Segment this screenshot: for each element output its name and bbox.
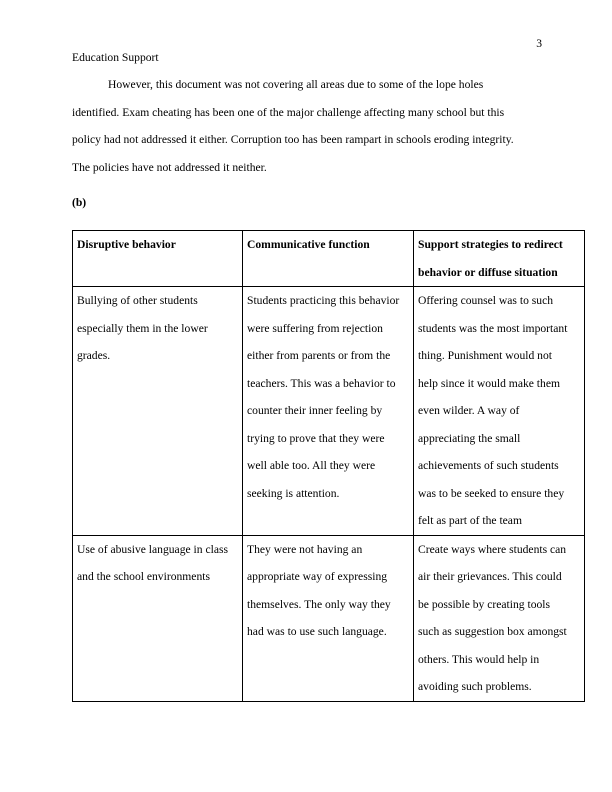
cell-line: especially them in the lower xyxy=(77,321,208,335)
cell-line: seeking is attention. xyxy=(247,486,340,500)
header-line: behavior or diffuse situation xyxy=(418,265,558,279)
cell-line: either from parents or from the xyxy=(247,349,391,362)
header-disruptive-behavior xyxy=(73,231,243,287)
cell-line: Create ways where students can xyxy=(418,542,567,556)
cell-communicative-function xyxy=(243,535,414,701)
paragraph-line: policy had not addressed it either. Corruption too has been rampart in schools eroding integrity. xyxy=(72,133,514,146)
cell-line: trying to prove that they were xyxy=(247,431,385,445)
section-label: (b) xyxy=(72,196,87,209)
cell-line: Use of abusive language in class xyxy=(77,542,228,556)
cell-line: be possible by creating tools xyxy=(418,597,551,611)
paragraph-line: However, this document was not covering all areas due to some of the lope holes xyxy=(108,78,484,91)
cell-line: counter their inner feeling by xyxy=(247,404,383,417)
body-paragraph xyxy=(72,71,542,181)
header-line: Support strategies to redirect xyxy=(418,238,563,251)
cell-line: such as suggestion box amongst xyxy=(418,625,567,638)
cell-line: achievements of such students xyxy=(418,459,559,472)
cell-line: appropriate way of expressing xyxy=(247,570,388,583)
paragraph-line: The policies have not addressed it neither. xyxy=(72,160,267,174)
table-row xyxy=(73,535,585,701)
cell-line: students was the most important xyxy=(418,321,568,335)
paragraph-line: identified. Exam cheating has been one of the major challenge affecting many school but this xyxy=(72,105,505,119)
cell-line: was to be seeked to ensure they xyxy=(418,486,565,500)
cell-line: themselves. The only way they xyxy=(247,597,391,611)
cell-line: Bullying of other students xyxy=(77,294,198,307)
header-line: Communicative function xyxy=(247,238,370,251)
cell-line: They were not having an xyxy=(247,542,363,556)
cell-line: thing. Punishment would not xyxy=(418,349,552,362)
cell-line: and the school environments xyxy=(77,570,210,583)
cell-disruptive-behavior xyxy=(73,535,243,701)
cell-disruptive-behavior xyxy=(73,287,243,536)
running-head: Education Support xyxy=(72,51,159,64)
cell-support-strategy xyxy=(414,287,585,536)
header-communicative-function xyxy=(243,231,414,287)
cell-line: had was to use such language. xyxy=(247,625,387,638)
cell-line: Students practicing this behavior xyxy=(247,294,400,307)
cell-line: teachers. This was a behavior to xyxy=(247,376,396,390)
cell-line: even wilder. A way of xyxy=(418,404,520,417)
cell-line: avoiding such problems. xyxy=(418,680,532,693)
cell-line: were suffering from rejection xyxy=(247,321,383,335)
header-support-strategies xyxy=(414,231,585,287)
header-line: Disruptive behavior xyxy=(77,238,176,251)
cell-line: Offering counsel was to such xyxy=(418,294,554,307)
cell-line: felt as part of the team xyxy=(418,514,522,527)
table-header-row xyxy=(73,231,585,287)
cell-communicative-function xyxy=(243,287,414,536)
cell-line: appreciating the small xyxy=(418,431,521,445)
cell-line: well able too. All they were xyxy=(247,459,376,472)
cell-line: grades. xyxy=(77,349,111,362)
behavior-support-table xyxy=(72,230,585,702)
cell-line: help since it would make them xyxy=(418,376,560,390)
cell-support-strategy xyxy=(414,535,585,701)
page-number: 3 xyxy=(536,37,542,50)
cell-line: air their grievances. This could xyxy=(418,570,562,583)
cell-line: others. This would help in xyxy=(418,652,540,666)
table-row xyxy=(73,287,585,536)
